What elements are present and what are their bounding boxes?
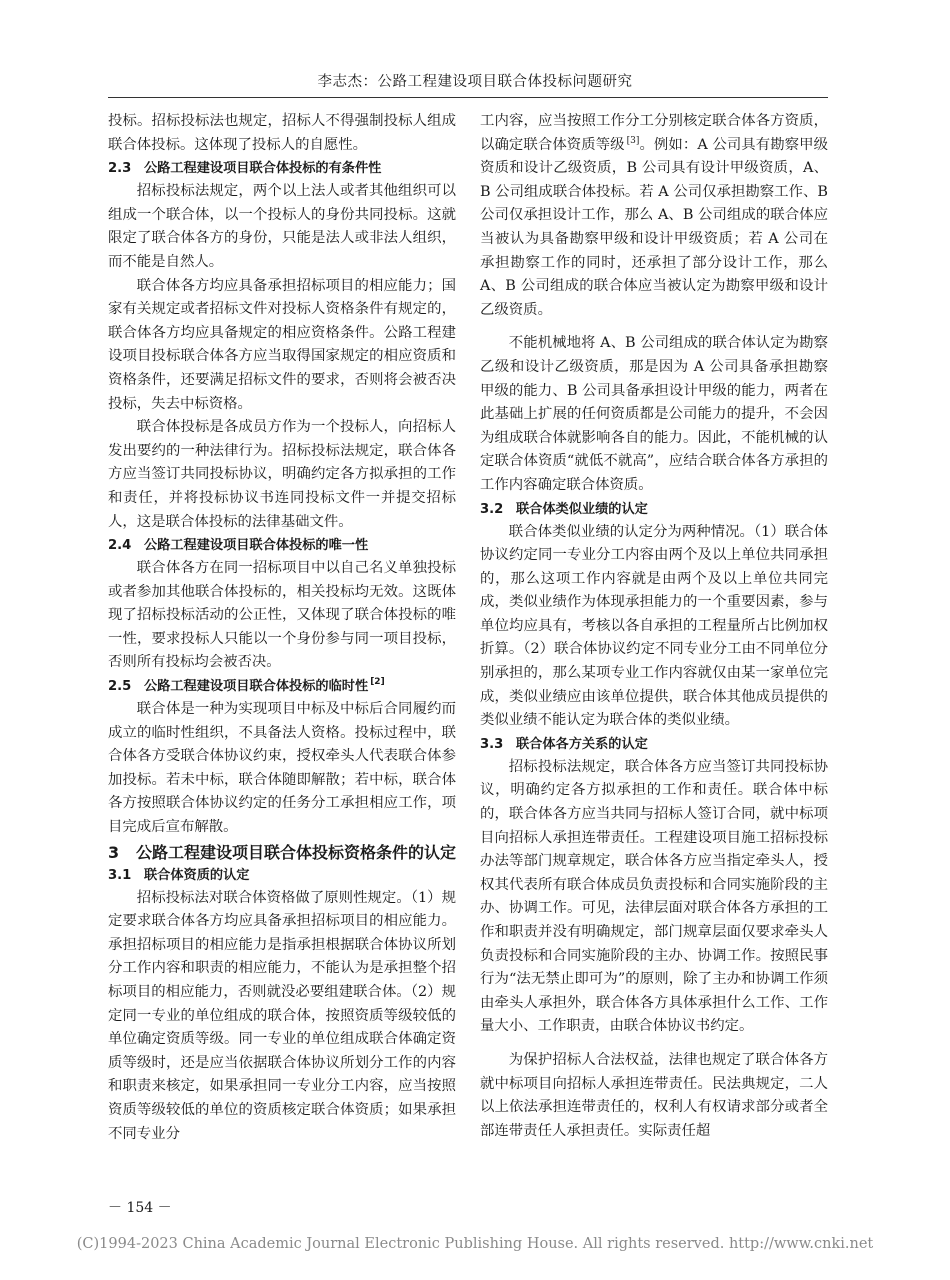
running-header: 李志杰：公路工程建设项目联合体投标问题研究 (317, 74, 633, 90)
paragraph: 招标投标法对联合体资格做了原则性规定。（1）规定要求联合体各方均应具备承担招标项目的相应能力。承担招标项目的相应能力是指承担根据联合体协议所划分工作内容和职责的相应能力，不能认为是承担整个招标项目的相应能力，否则就没必要组建联合体。（2）规定同一专业的单位组成的联合体，按照资质等级较低的单位确定资质等级。同一专业的单位组成联合体确定资质等级时，还是应当依据联合体协议所划分工作的内容和职责来核定，如果承担同一专业分工内容，应当按照资质等级较低的单位的资质核定联合体资质；如果承担不同专业分 (108, 889, 456, 1142)
copyright-footer: (C)1994-2023 China Academic Journal Electronic Publishing House. All rights reserved. http://www.cnki.net (76, 1236, 874, 1252)
paragraph-text: 工内容，应当按照工作分工分别核定联合体各方资质，以确定联合体资质等级 (480, 113, 828, 153)
section-title: 公路工程建设项目联合体投标的临时性 (144, 679, 369, 695)
section-heading-3-1 (108, 864, 456, 887)
citation-ref: [2] (370, 677, 385, 688)
section-number: 2.4 (108, 538, 132, 554)
paragraph: 联合体各方均应具备承担招标项目的相应能力；国家有关规定或者招标文件对投标人资格条件有规定的，联合体各方均应具备规定的相应资格条件。公路工程建设项目投标联合体各方应当取得国家规定的相应资质和资格条件，还要满足招标文件的要求，否则将会被否决投标，失去中标资格。 (108, 277, 456, 412)
paragraph-text: 。例如：A 公司具有勘察甲级资质和设计乙级资质，B 公司具有设计甲级资质，A、B 公司组成联合体投标。若 A 公司仅承担勘察工作、B 公司仅承担设计工作，那么 A、B 公司组成的联合体应当被认为具备勘察甲级和设计甲级资质；若 A 公司在承担勘察工作的同时，还承担了部分设计工作，那么 A、B 公司组成的联合体应当被认定为勘察甲级和设计乙级资质。 (480, 136, 828, 318)
section-title: 联合体各方关系的认定 (516, 736, 648, 752)
paragraph: 招标投标法规定，联合体各方应当签订共同投标协议，明确约定各方拟承担的工作和责任。联合体中标的，联合体各方应当共同与招标人签订合同，就中标项目向招标人承担连带责任。工程建设项目施工招标投标办法等部门规章规定，联合体各方应当指定牵头人，授权其代表所有联合体成员负责投标和合同实施阶段的主办、协调工作。可见，法律层面对联合体各方承担的工作和职责并没有明确规定，部门规章层面仅要求牵头人负责投标和合同实施阶段的主办、协调工作。按照民事行为“法无禁止即可为”的原则，除了主办和协调工作须由牵头人承担外，联合体各方具体承担什么工作、工作量大小、工作职责，由联合体协议书约定。 (480, 758, 828, 1035)
section-heading-2-4 (108, 534, 456, 557)
section-heading-3 (108, 842, 456, 864)
citation-ref: [3] (626, 135, 640, 146)
section-title: 联合体类似业绩的认定 (516, 501, 648, 517)
section-title: 公路工程建设项目联合体投标资格条件的认定 (136, 842, 457, 862)
section-heading-3-3 (480, 733, 828, 756)
left-column (108, 110, 456, 1146)
paragraph: 招标投标法规定，两个以上法人或者其他组织可以组成一个联合体，以一个投标人的身份共同投标。这就限定了联合体各方的身份，只能是法人或非法人组织，而不能是自然人。 (108, 183, 456, 270)
right-column (480, 110, 828, 1143)
paragraph: 联合体各方在同一招标项目中以自己名义单独投标或者参加其他联合体投标的，相关投标均无效。这既体现了招标投标活动的公正性，又体现了联合体投标的唯一性，要求投标人只能以一个身份参与同一项目投标，否则所有投标均会被否决。 (108, 560, 456, 671)
paragraph (480, 110, 828, 322)
section-number: 3.3 (480, 736, 504, 752)
section-title: 联合体资质的认定 (144, 867, 250, 883)
paragraph-gap (480, 322, 828, 332)
page-number: － 154 － (108, 1200, 172, 1216)
section-number: 3 (108, 842, 120, 862)
section-heading-3-2 (480, 498, 828, 521)
paragraph: 联合体投标是各成员方作为一个投标人，向招标人发出要约的一种法律行为。招标投标法规定，联合体各方应当签订共同投标协议，明确约定各方拟承担的工作和责任，并将投标协议书连同投标文件一并提交招标人，这是联合体投标的法律基础文件。 (108, 419, 456, 530)
paragraph: 不能机械地将 A、B 公司组成的联合体认定为勘察乙级和设计乙级资质，那是因为 A 公司具备承担勘察甲级的能力、B 公司具备承担设计甲级的能力，两者在此基础上扩展的任何资质都是公司能力的提升，不会因为组成联合体就影响各自的能力。因此，不能机械的认定联合体资质“就低不就高”，应结合联合体各方承担的工作内容确定联合体资质。 (480, 335, 828, 493)
section-number: 2.3 (108, 161, 132, 177)
section-title: 公路工程建设项目联合体投标的唯一性 (144, 538, 369, 554)
section-number: 3.1 (108, 867, 132, 883)
section-heading-2-5 (108, 675, 456, 698)
paragraph: 投标。招标投标法也规定，招标人不得强制投标人组成联合体投标。这体现了投标人的自愿性。 (108, 113, 456, 153)
paragraph: 联合体是一种为实现项目中标及中标后合同履约而成立的临时性组织，不具备法人资格。投标过程中，联合体各方受联合体协议约束，授权牵头人代表联合体参加投标。若未中标，联合体随即解散；若中标，联合体各方按照联合体协议约定的任务分工承担相应工作，项目完成后宣布解散。 (108, 701, 456, 836)
header-rule (108, 97, 828, 98)
paragraph-gap (480, 1039, 828, 1049)
paragraph: 联合体类似业绩的认定分为两种情况。（1）联合体协议约定同一专业分工内容由两个及以上单位共同承担的，那么这项工作内容就是由两个及以上单位共同完成，类似业绩作为体现承担能力的一个重要因素，参与单位均应具有，考核以各自承担的工程量所占比例加权折算。（2）联合体协议约定不同专业分工由不同单位分别承担的，那么某项专业工作内容就仅由某一家单位完成，类似业绩应由该单位提供，联合体其他成员提供的类似业绩不能认定为联合体的类似业绩。 (480, 523, 828, 729)
section-heading-2-3 (108, 157, 456, 180)
section-title: 公路工程建设项目联合体投标的有条件性 (144, 161, 382, 177)
section-number: 3.2 (480, 501, 504, 517)
section-number: 2.5 (108, 679, 132, 695)
paragraph: 为保护招标人合法权益，法律也规定了联合体各方就中标项目向招标人承担连带责任。民法典规定，二人以上依法承担连带责任的，权利人有权请求部分或者全部连带责任人承担责任。实际责任超 (480, 1051, 828, 1139)
